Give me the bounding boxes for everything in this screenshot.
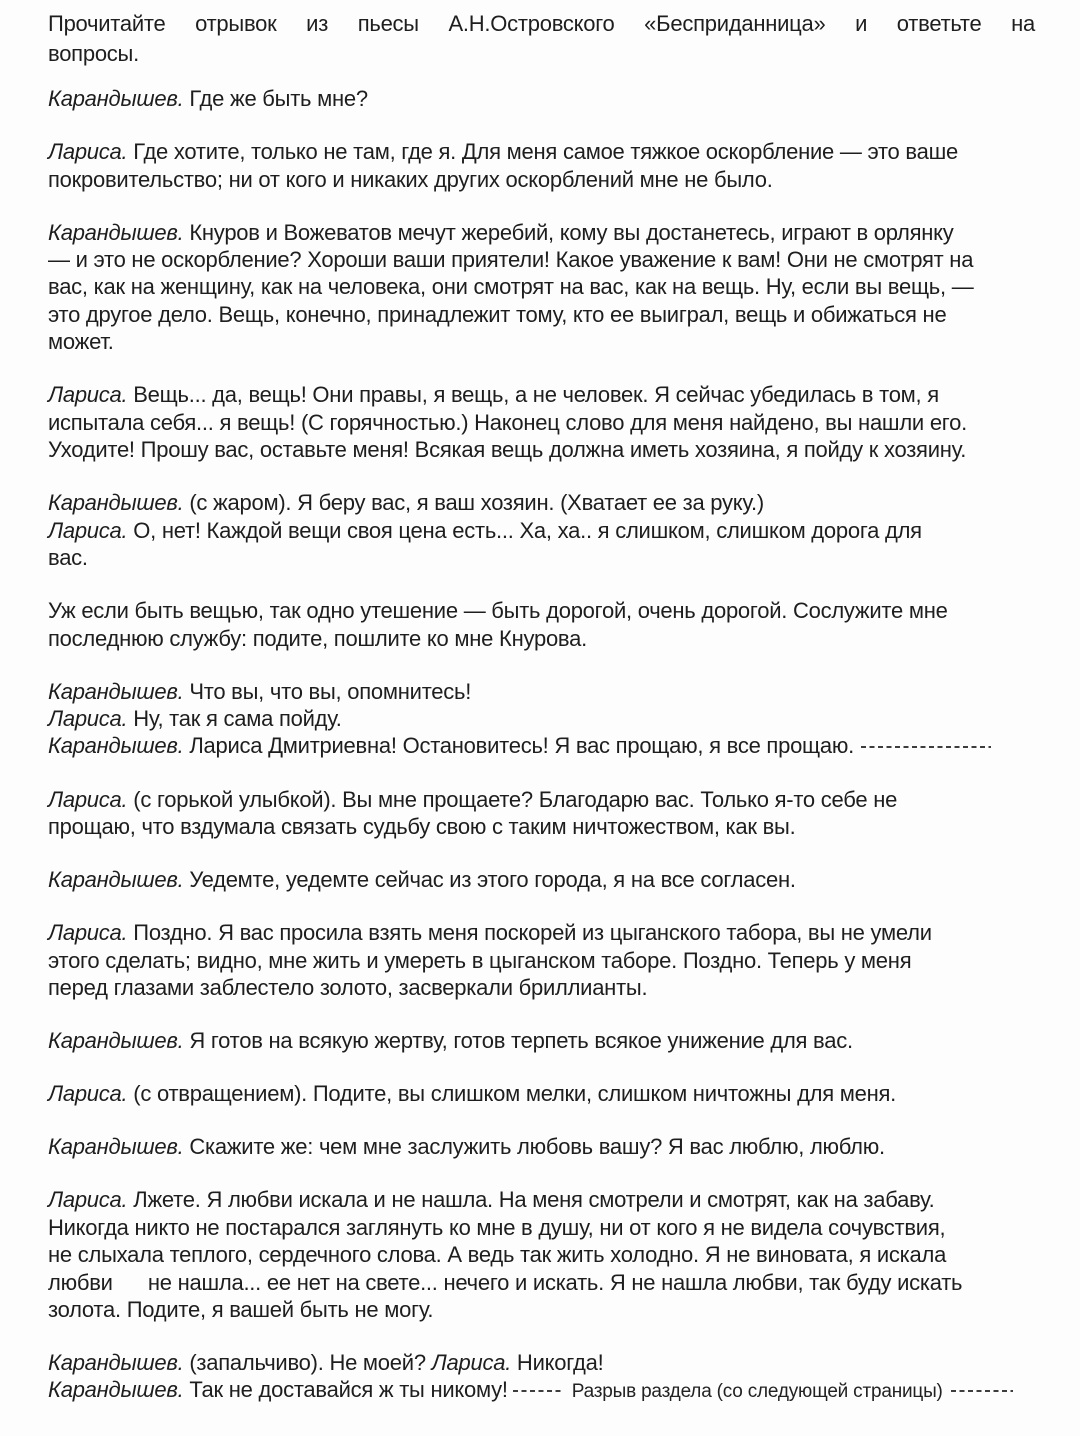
dialogue-text: вопросы. (48, 41, 139, 66)
text-line (48, 1133, 1035, 1160)
text-line (48, 1376, 1035, 1405)
paragraph (48, 85, 1035, 112)
text-line (48, 138, 1035, 165)
text-line (48, 166, 1035, 193)
character-name: Карандышев. (48, 1028, 184, 1054)
text-line (48, 273, 1035, 300)
document-body (48, 9, 1035, 1406)
dialogue-text: вас. (48, 545, 88, 571)
dialogue-text: не слыхала теплого, сердечного слова. А ведь так жить холодно. Я не виновата, я искала (48, 1242, 947, 1268)
section-break-label: Разрыв раздела (со следующей страницы) (571, 1381, 943, 1403)
character-name: Карандышев. (48, 1350, 184, 1376)
text-line (48, 947, 1035, 974)
dialogue-text: Что вы, что вы, опомнитесь! (183, 678, 472, 704)
text-line (48, 1080, 1035, 1107)
text-line (48, 219, 1035, 246)
dialogue-text: Так не доставайся ж ты никому! (183, 1377, 508, 1403)
text-line (48, 974, 1035, 1001)
dialogue-text: Никогда! (511, 1350, 604, 1376)
text-line (48, 1269, 1035, 1296)
dialogue-text: Кнуров и Вожеватов мечут жеребий, кому вы достанетесь, играют в орлянку (183, 219, 954, 245)
dialogue-text: золота. Подите, я вашей быть не могу. (48, 1296, 434, 1322)
text-line (48, 489, 1035, 516)
character-name: Карандышев. (48, 490, 184, 516)
paragraph (48, 786, 1035, 841)
paragraph (48, 9, 1035, 69)
text-line (48, 786, 1035, 813)
text-line (48, 85, 1035, 112)
character-name: Лариса. (48, 139, 128, 165)
dialogue-text: перед глазами заблестело золото, засверкали бриллианты. (48, 974, 648, 1000)
character-name: Карандышев. (48, 867, 184, 893)
text-line (48, 39, 1035, 69)
paragraph (48, 381, 1035, 463)
character-name: Карандышев. (48, 1134, 184, 1160)
paragraph (48, 597, 1035, 652)
text-line (48, 409, 1035, 436)
character-name: Карандышев. (48, 86, 184, 111)
character-name: Лариса. (48, 786, 128, 812)
dialogue-text: Прочитайте отрывок из пьесы А.Н.Островского «Бесприданница» и ответьте на (48, 11, 1035, 36)
text-line (48, 381, 1035, 408)
text-line (48, 544, 1035, 571)
character-name: Карандышев. (48, 678, 184, 704)
paragraph (48, 919, 1035, 1001)
paragraph (48, 138, 1035, 193)
text-line (48, 1214, 1035, 1241)
text-line (48, 813, 1035, 840)
dialogue-text: Лжете. Я любви искала и не нашла. На меня смотрели и смотрят, как на забаву. (127, 1187, 935, 1213)
dialogue-text: Уж если быть вещью, так одно утешение — быть дорогой, очень дорогой. Сослужите мне (48, 598, 948, 624)
dialogue-text: вас, как на женщину, как на человека, они смотрят на вас, как на вещь. Ну, если вы вещь, — (48, 274, 974, 300)
dialogue-text: может. (48, 329, 114, 355)
dialogue-text: Где хотите, только не там, где я. Для меня самое тяжкое оскорбление — это ваше (127, 139, 958, 165)
text-line (48, 246, 1035, 273)
text-line (48, 517, 1035, 544)
text-line (48, 436, 1035, 463)
text-line (48, 597, 1035, 624)
text-line (48, 1349, 1035, 1376)
dialogue-text: (с отвращением). Подите, вы слишком мелки, слишком ничтожны для меня. (127, 1081, 897, 1107)
dialogue-text: О, нет! Каждой вещи своя цена есть... Ха, ха.. я слишком, слишком дорога для (127, 517, 922, 543)
dialogue-text: прощаю, что вздумала связать судьбу свою с таким ничтожеством, как вы. (48, 813, 796, 839)
character-name: Карандышев. (48, 733, 184, 759)
dialogue-text: испытала себя... я вещь! (С горячностью.) Наконец слово для меня найдено, вы нашли его. (48, 409, 967, 435)
dialogue-text: Уходите! Прошу вас, оставьте меня! Всякая вещь должна иметь хозяина, я пойду к хозяину. (48, 437, 967, 463)
character-name: Лариса. (48, 517, 128, 543)
character-name: Лариса. (48, 1081, 128, 1107)
dialogue-text: (запальчиво). Не моей? (183, 1350, 432, 1376)
text-line (48, 625, 1035, 652)
section-break-marker (508, 1377, 1013, 1402)
paragraph (48, 219, 1035, 356)
dialogue-text: (с жаром). Я беру вас, я ваш хозяин. (Хватает ее за руку.) (183, 490, 764, 516)
character-name: Карандышев. (48, 1377, 184, 1403)
text-line (48, 1186, 1035, 1213)
character-name: Лариса. (48, 1187, 128, 1213)
dialogue-text: Я готов на всякую жертву, готов терпеть всякое унижение для вас. (183, 1028, 853, 1054)
text-line (48, 732, 1035, 759)
dialogue-text: Где же быть мне? (183, 86, 368, 111)
text-line (48, 328, 1035, 355)
character-name: Лариса. (48, 382, 128, 408)
text-line (48, 1027, 1035, 1054)
character-name: Карандышев. (48, 219, 184, 245)
dialogue-text: Уедемте, уедемте сейчас из этого города, я на все согласен. (183, 867, 796, 893)
dialogue-text: Вещь... да, вещь! Они правы, я вещь, а не человек. Я сейчас убедилась в том, я (127, 382, 939, 408)
text-line (48, 301, 1035, 328)
text-line (48, 9, 1035, 39)
text-line (48, 678, 1035, 705)
dialogue-text: любви не нашла... ее нет на свете... нечего и искать. Я не нашла любви, так буду искать (48, 1269, 963, 1295)
dialogue-text: Ну, так я сама пойду. (127, 706, 342, 732)
character-name: Лариса. (48, 706, 128, 732)
paragraph (48, 1186, 1035, 1323)
dialogue-text: Лариса Дмитриевна! Остановитесь! Я вас прощаю, я все прощаю. (183, 733, 855, 759)
paragraph (48, 1349, 1035, 1406)
dialogue-text: этого сделать; видно, мне жить и умереть в цыганском таборе. Поздно. Теперь у меня (48, 947, 912, 973)
dialogue-text: — и это не оскорбление? Хороши ваши приятели! Какое уважение к вам! Они не смотрят на (48, 247, 974, 272)
text-line (48, 1296, 1035, 1323)
text-line (48, 1241, 1035, 1268)
dialogue-text: последнюю службу: подите, пошлите ко мне Кнурова. (48, 625, 587, 651)
dialogue-text: (с горькой улыбкой). Вы мне прощаете? Благодарю вас. Только я-то себе не (127, 786, 898, 812)
dialogue-text: Скажите же: чем мне заслужить любовь вашу? Я вас люблю, люблю. (183, 1134, 885, 1160)
dialogue-text: это другое дело. Вещь, конечно, принадлежит тому, кто ее выиграл, вещь и обижаться не (48, 301, 947, 327)
section-break-dashes (951, 1390, 1013, 1392)
paragraph (48, 678, 1035, 760)
section-break-dashes (513, 1390, 563, 1392)
text-line (48, 866, 1035, 893)
page-break-marker (861, 746, 991, 748)
paragraph (48, 1133, 1035, 1160)
paragraph (48, 489, 1035, 571)
dialogue-text: покровительство; ни от кого и никаких других оскорблений мне не было. (48, 166, 773, 192)
text-line (48, 919, 1035, 946)
dialogue-text: Никогда никто не постарался заглянуть ко мне в душу, ни от кого я не видела сочувствия, (48, 1214, 946, 1240)
paragraph (48, 1080, 1035, 1107)
character-name: Лариса. (48, 920, 128, 946)
paragraph (48, 1027, 1035, 1054)
dialogue-text: Поздно. Я вас просила взять меня поскорей из цыганского табора, вы не умели (127, 920, 932, 946)
paragraph (48, 866, 1035, 893)
character-name: Лариса. (431, 1350, 512, 1376)
text-line (48, 705, 1035, 732)
